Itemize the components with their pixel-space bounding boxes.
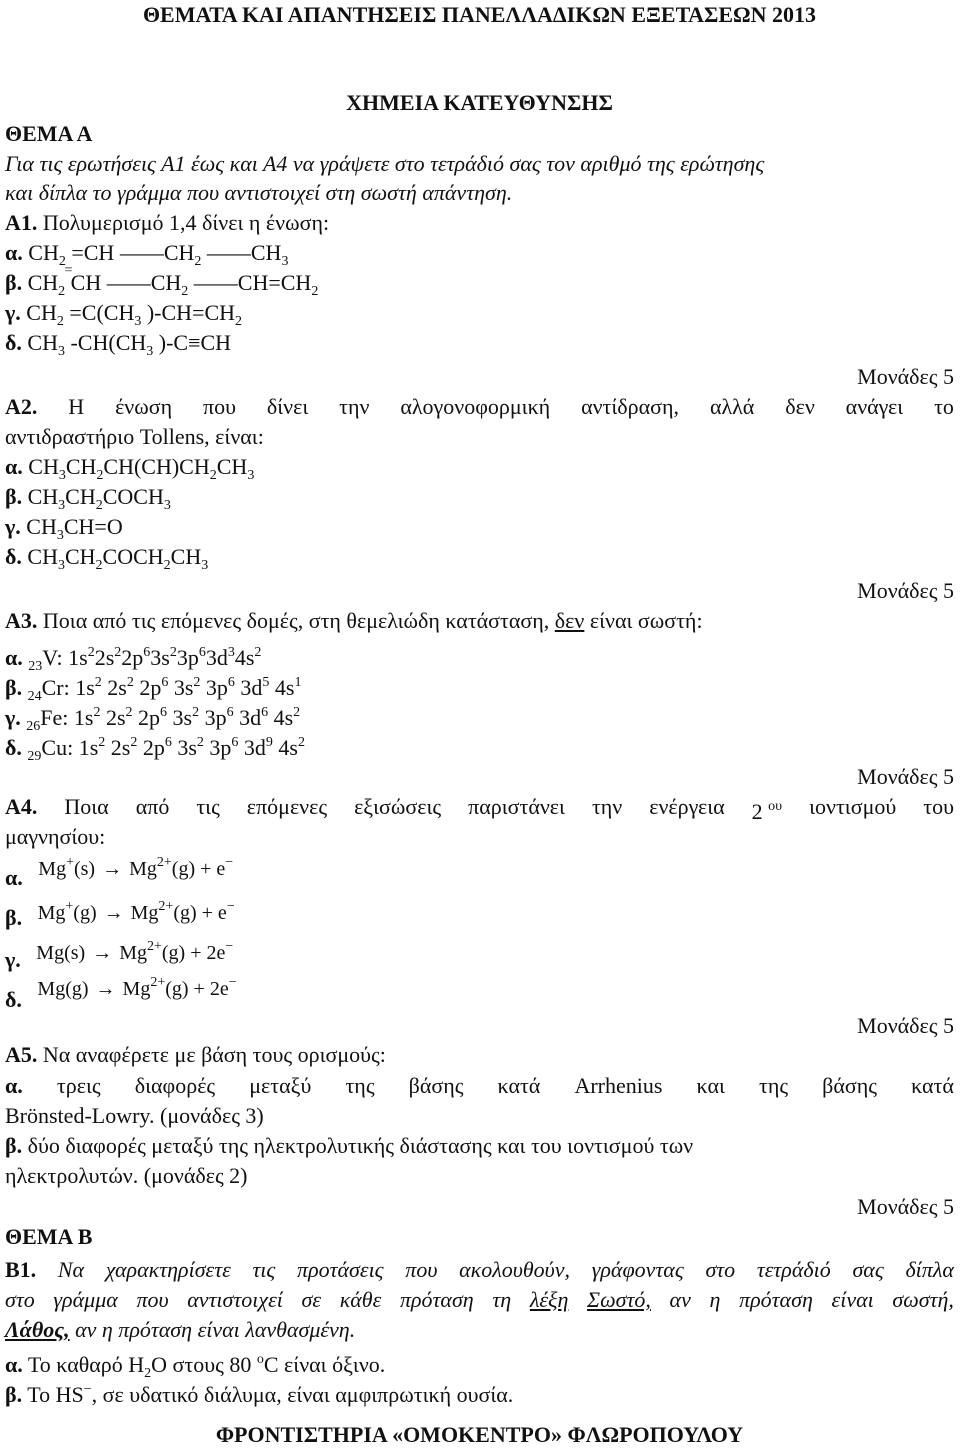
word: αντίδραση, <box>581 394 680 419</box>
b1-option-a: α. Το καθαρό $H_2O$ στους 80 $^o$C είναι όξινο. <box>5 1352 386 1381</box>
option-letter: α. <box>5 240 23 265</box>
b1-option-b: β. Το HS−, σε υδατικό διάλυμα, είναι αμφιπρωτική ουσία. <box>5 1382 514 1407</box>
option-letter: γ. <box>5 300 21 325</box>
word: δεν <box>785 394 815 419</box>
arrow-icon: → <box>103 902 124 924</box>
word: Να <box>57 1257 85 1282</box>
question-a1 <box>5 208 954 238</box>
word: βάσης <box>822 1073 877 1098</box>
formula: $CH_3CH_2COCH_3$ <box>27 484 171 513</box>
word: την <box>339 394 370 419</box>
word: της <box>345 1073 375 1098</box>
word: ακολουθούν, <box>459 1257 571 1282</box>
word: προτάσεις <box>297 1257 384 1282</box>
word: το <box>934 394 954 419</box>
question-text: Να αναφέρετε με βάση τους ορισμούς: <box>37 1042 386 1067</box>
word: δίνει <box>266 394 309 419</box>
word: παριστάνει <box>468 794 565 819</box>
word: κατά <box>911 1073 954 1098</box>
question-text: είναι σωστή: <box>584 608 703 633</box>
theme-a-intro-line2: και δίπλα το γράμμα που αντιστοιχεί στη σωστή απάντηση. <box>5 180 513 205</box>
option-letter: γ. <box>5 947 21 972</box>
electron-config: $_{23}$V: $1s^22s^22p^63s^23p^63d^34s^2$ <box>28 645 262 674</box>
word: που <box>136 1287 169 1312</box>
word: του <box>923 794 954 819</box>
equation: $Mg^+(g) \to Mg^{2+}(g) + e^-$ <box>38 892 235 928</box>
marks-a4: Μονάδες 5 <box>857 1013 954 1038</box>
question-label: Α3. <box>5 608 38 633</box>
statement-text: C είναι όξινο. <box>263 1352 386 1377</box>
subject-title: ΧΗΜΕΙΑ ΚΑΤΕΥΘΥΝΣΗΣ <box>346 90 613 115</box>
word: Η <box>68 394 85 419</box>
a4-option-b <box>5 898 954 934</box>
option-letter: γ. <box>5 705 21 730</box>
statement-text: Ο στους 80 <box>151 1352 257 1377</box>
statement-text: Το HS <box>22 1382 84 1407</box>
arrow-icon: → <box>92 942 113 964</box>
word: χαρακτηρίσετε <box>105 1257 231 1282</box>
option-letter: γ. <box>5 514 21 539</box>
arrow-icon: → <box>102 858 123 880</box>
arrow-icon: → <box>95 978 116 1000</box>
word: τις <box>252 1257 276 1282</box>
word: σας <box>852 1257 884 1282</box>
formula: $CH_3CH_2COCH_2CH_3$ <box>27 544 209 573</box>
word: κάθε <box>339 1287 382 1312</box>
document-header: ΘΕΜΑΤΑ ΚΑΙ ΑΠΑΝΤΗΣΕΙΣ ΠΑΝΕΛΛΑΔΙΚΩΝ ΕΞΕΤΑΣΕΩΝ 2013 <box>142 2 817 27</box>
word: της <box>759 1073 789 1098</box>
formula: $CH_2 =CH$ $——CH_2$ $——CH_3$ <box>28 240 289 269</box>
word: σε <box>301 1287 322 1312</box>
word: αν <box>669 1287 691 1312</box>
word: και <box>696 1073 725 1098</box>
word: γράμμα <box>53 1287 118 1312</box>
word: ενέργεια <box>649 794 725 819</box>
option-letter: β. <box>5 905 23 930</box>
word: επόμενες <box>246 794 328 819</box>
word: που <box>202 394 236 419</box>
word: κατά <box>497 1073 541 1098</box>
word: στο <box>705 1257 736 1282</box>
option-letter: α. <box>5 865 23 890</box>
word: είναι <box>831 1287 874 1312</box>
a4-option-a <box>5 855 954 894</box>
word: η <box>709 1287 721 1312</box>
question-label: Α2. <box>5 394 38 419</box>
equation: $Mg(s) \to Mg^{2+}(g) + 2e^-$ <box>36 932 233 968</box>
option-letter: δ. <box>5 735 22 760</box>
word: τις <box>196 794 220 819</box>
option-letter: β. <box>5 1382 23 1407</box>
marks-a2: Μονάδες 5 <box>857 578 954 603</box>
word: τετράδιό <box>756 1257 831 1282</box>
word: ιοντισμού <box>809 794 897 819</box>
word: τη <box>492 1287 512 1312</box>
option-letter: α. <box>5 645 23 670</box>
question-b1-line2 <box>5 1285 954 1315</box>
word: από <box>135 794 170 819</box>
theme-a-title: ΘΕΜΑ Α <box>5 121 93 146</box>
ordinal-suffix: ου <box>768 799 783 814</box>
a5-option-b-line2: ηλεκτρολυτών. (μονάδες 2) <box>5 1163 248 1188</box>
word: την <box>591 794 623 819</box>
electron-config: $_{24}$Cr: $1s^2$ $2s^2$ $2p^6$ $3s^2$ $3p^6$ $3d^5$ $4s^1$ <box>27 675 302 704</box>
word: στο <box>5 1287 35 1312</box>
word: τρεις <box>56 1073 101 1098</box>
option-letter: δ. <box>5 330 22 355</box>
question-text: Ποια από τις επόμενες δομές, στη θεμελιώδη κατάσταση, <box>37 608 555 633</box>
word: που <box>405 1257 438 1282</box>
option-letter: δ. <box>5 987 22 1012</box>
word: γράφοντας <box>591 1257 684 1282</box>
underlined-word: δεν <box>554 608 585 633</box>
equation: $Mg(g) \to Mg^{2+}(g) + 2e^-$ <box>37 968 236 1004</box>
question-label: Α4. <box>5 794 38 819</box>
option-letter: δ. <box>5 544 22 569</box>
question-a2-line2: αντιδραστήριο Tollens, είναι: <box>5 424 264 449</box>
word: σωστή, <box>892 1287 954 1312</box>
formula: $CH_2 =C(CH_3$ )$-CH=CH_2$ <box>26 300 243 329</box>
question-a4-line2: μαγνησίου: <box>5 824 106 849</box>
option-letter: α. <box>5 1073 23 1098</box>
word: πρόταση <box>739 1287 813 1312</box>
question-label: Α1. <box>5 210 38 235</box>
word: δίπλα <box>905 1257 954 1282</box>
degree-mark: ο <box>256 1352 264 1367</box>
a5-option-a-line1 <box>5 1071 954 1101</box>
word: ανάγει <box>845 394 904 419</box>
marks-a1: Μονάδες 5 <box>857 364 954 389</box>
a5-option-a-line2: Brönsted-Lowry. (μονάδες 3) <box>5 1103 264 1128</box>
question-b1-line1 <box>5 1255 954 1285</box>
question-a5 <box>5 1040 954 1070</box>
formula: $CH_3$ $-CH(CH_3$ )-C≡CH <box>27 330 232 359</box>
a5-option-b-line1 <box>5 1131 954 1161</box>
formula: $CH_3CH_2CH(CH)CH_2CH_3$ <box>28 454 255 483</box>
option-letter: β. <box>5 270 23 295</box>
word: αλογονοφορμική <box>400 394 551 419</box>
question-a3 <box>5 606 954 636</box>
word: πρόταση <box>399 1287 474 1312</box>
word: βάσης <box>408 1073 464 1098</box>
word: ένωση <box>115 394 173 419</box>
word: αλλά <box>709 394 755 419</box>
question-text: αν η πρόταση είναι λανθασμένη. <box>69 1317 356 1342</box>
statement-text: , σε υδατικό διάλυμα, είναι αμφιπρωτική ουσία. <box>91 1382 514 1407</box>
word: εξισώσεις <box>354 794 442 819</box>
word: λέξη <box>529 1287 569 1312</box>
word: Σωστό, <box>587 1287 651 1312</box>
word: μεταξύ <box>249 1073 312 1098</box>
electron-config: $_{29}$Cu: $1s^2$ $2s^2$ $2p^6$ $3s^2$ $3p^6$ $3d^9$ $4s^2$ <box>27 735 305 764</box>
theme-b-title: ΘΕΜΑ Β <box>5 1224 93 1249</box>
question-a2-line1 <box>5 392 954 422</box>
word: Arrhenius <box>574 1073 663 1098</box>
electron-config: $_{26}$Fe: $1s^2$ $2s^2$ $2p^6$ $3s^2$ $3p^6$ $3d^6$ $4s^2$ <box>26 705 301 734</box>
marks-a3: Μονάδες 5 <box>857 764 954 789</box>
option-letter: β. <box>5 675 23 700</box>
marks-a5: Μονάδες 5 <box>857 1194 954 1219</box>
formula: $CH_3CH=O$ <box>26 514 123 543</box>
option-letter: β. <box>5 1133 23 1158</box>
statement-text: Το καθαρό Η <box>22 1352 145 1377</box>
option-letter: α. <box>5 454 23 479</box>
question-label: Β1. <box>5 1257 37 1282</box>
question-b1-line3 <box>5 1315 954 1345</box>
option-letter: α. <box>5 1352 23 1377</box>
equation: $Mg^+(s) \to Mg^{2+}(g) + e^-$ <box>38 848 233 884</box>
formula: $CH_2$ CH = $——CH_2$ $——CH=CH_2$ <box>27 263 319 299</box>
question-text: Πολυμερισμό 1,4 δίνει η ένωση: <box>37 210 330 235</box>
ordinal-number: 2 <box>751 799 763 824</box>
bold-word: Λάθος, <box>5 1317 70 1342</box>
option-letter: β. <box>5 484 23 509</box>
word: αντιστοιχεί <box>187 1287 283 1312</box>
word: Ποια <box>64 794 109 819</box>
theme-a-intro-line1: Για τις ερωτήσεις Α1 έως και Α4 να γράψετε στο τετράδιό σας τον αριθμό της ερώτησης <box>5 151 765 176</box>
word: διαφορές <box>134 1073 216 1098</box>
document-footer: ΦΡΟΝΤΙΣΤΗΡΙΑ «ΟΜΟΚΕΝΤΡΟ» ΦΛΩΡΟΠΟΥΛΟΥ <box>215 1422 744 1447</box>
option-text: δύο διαφορές μεταξύ της ηλεκτρολυτικής διάστασης και του ιοντισμού των <box>22 1133 694 1158</box>
question-label: Α5. <box>5 1042 38 1067</box>
